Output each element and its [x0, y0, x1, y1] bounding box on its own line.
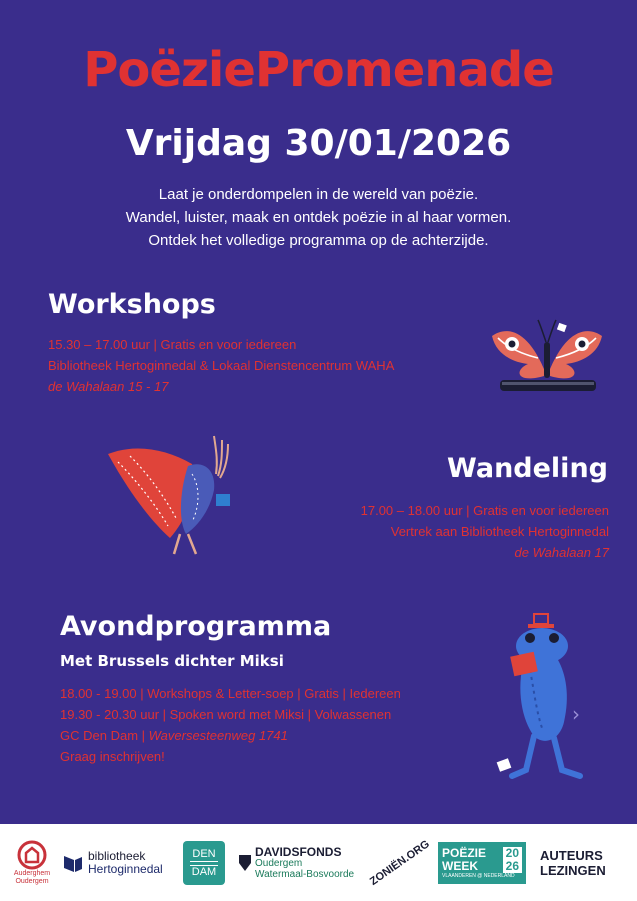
dendam-logo	[183, 841, 225, 885]
davidsfonds-logo	[238, 840, 354, 886]
avond-venue-address: Waversesteenweg 1741	[148, 728, 288, 743]
avond-venue-line	[60, 725, 401, 746]
bibliotheek-icon	[62, 852, 84, 874]
davidsfonds-title: DAVIDSFONDS	[255, 844, 342, 859]
chevron-right-icon: ›	[572, 702, 580, 726]
intro-line: Ontdek het volledige programma op de achterzijde.	[148, 232, 489, 249]
zonien-logo	[368, 838, 432, 888]
sponsor-footer	[0, 824, 637, 901]
wandeling-address: de Wahalaan 17	[514, 545, 609, 560]
intro-line: Wandel, luister, maak en ontdek poëzie in al haar vormen.	[125, 209, 512, 226]
auderghem-emblem-icon	[17, 840, 47, 870]
davidsfonds-line2: Watermaal-Bosvoorde	[255, 868, 355, 880]
toad-reader-icon	[490, 610, 602, 790]
workshops-heading: Workshops	[48, 289, 216, 320]
wandeling-location: Vertrek aan Bibliotheek Hertoginnedal	[390, 524, 609, 539]
dendam-line2: DAM	[191, 865, 217, 878]
poezie-line2: WEEK	[442, 858, 478, 873]
avond-heading: Avondprogramma	[60, 611, 332, 642]
bib-line1: bibliotheek	[88, 849, 146, 863]
poezie-year-top: 20	[505, 845, 519, 860]
event-date: Vrijdag 30/01/2026	[125, 123, 512, 164]
workshops-address: de Wahalaan 15 - 17	[48, 379, 169, 394]
poezie-year-bottom: 26	[505, 858, 519, 873]
davidsfonds-icon	[238, 854, 252, 872]
dendam-line1: DEN	[192, 847, 216, 860]
dendam-wave-icon	[190, 861, 218, 866]
poezie-tagline: VLAANDEREN @ NEDERLAND	[442, 872, 515, 879]
page-title: PoëziePromenade	[83, 42, 554, 98]
wandeling-heading: Wandeling	[447, 453, 608, 484]
auderghem-logo	[12, 840, 52, 886]
avond-line1: 18.00 - 19.00 | Workshops & Letter-soep | Gratis | Iedereen	[60, 686, 401, 701]
auderghem-line1: Auderghem	[13, 870, 51, 877]
workshops-location: Bibliotheek Hertoginnedal & Lokaal Dienstencentrum WAHA	[48, 358, 395, 373]
poezie-line1: POËZIE	[442, 845, 487, 860]
workshops-time: 15.30 – 17.00 uur | Gratis en voor iedereen	[48, 337, 297, 352]
auderghem-line2: Oudergem	[15, 878, 49, 885]
workshops-info	[48, 334, 394, 397]
intro-line: Laat je onderdompelen in de wereld van poëzie.	[158, 186, 479, 203]
avond-note: Graag inschrijven!	[60, 749, 165, 764]
poezieweek-logo	[438, 842, 526, 884]
avond-info	[60, 683, 401, 767]
davidsfonds-line1: Oudergem	[255, 857, 303, 869]
auteurs-line1: AUTEURS	[540, 848, 603, 863]
avond-line2: 19.30 - 20.30 uur | Spoken word met Miksi | Volwassenen	[60, 707, 392, 722]
winged-figure-icon	[104, 430, 238, 560]
bibliotheek-logo	[62, 840, 163, 886]
zonien-text: ZONIËN.ORG	[368, 838, 432, 888]
auteurslezingen-logo	[540, 840, 606, 886]
avond-subtitle: Met Brussels dichter Miksi	[60, 652, 284, 670]
avond-venue: GC Den Dam |	[60, 728, 149, 743]
wandeling-info	[260, 500, 609, 563]
intro-text	[60, 183, 577, 252]
wandeling-time: 17.00 – 18.00 uur | Gratis en voor iedereen	[360, 503, 609, 518]
auteurs-line2: LEZINGEN	[540, 863, 606, 878]
bib-line2: Hertoginnedal	[88, 862, 163, 876]
butterfly-icon	[488, 318, 606, 400]
